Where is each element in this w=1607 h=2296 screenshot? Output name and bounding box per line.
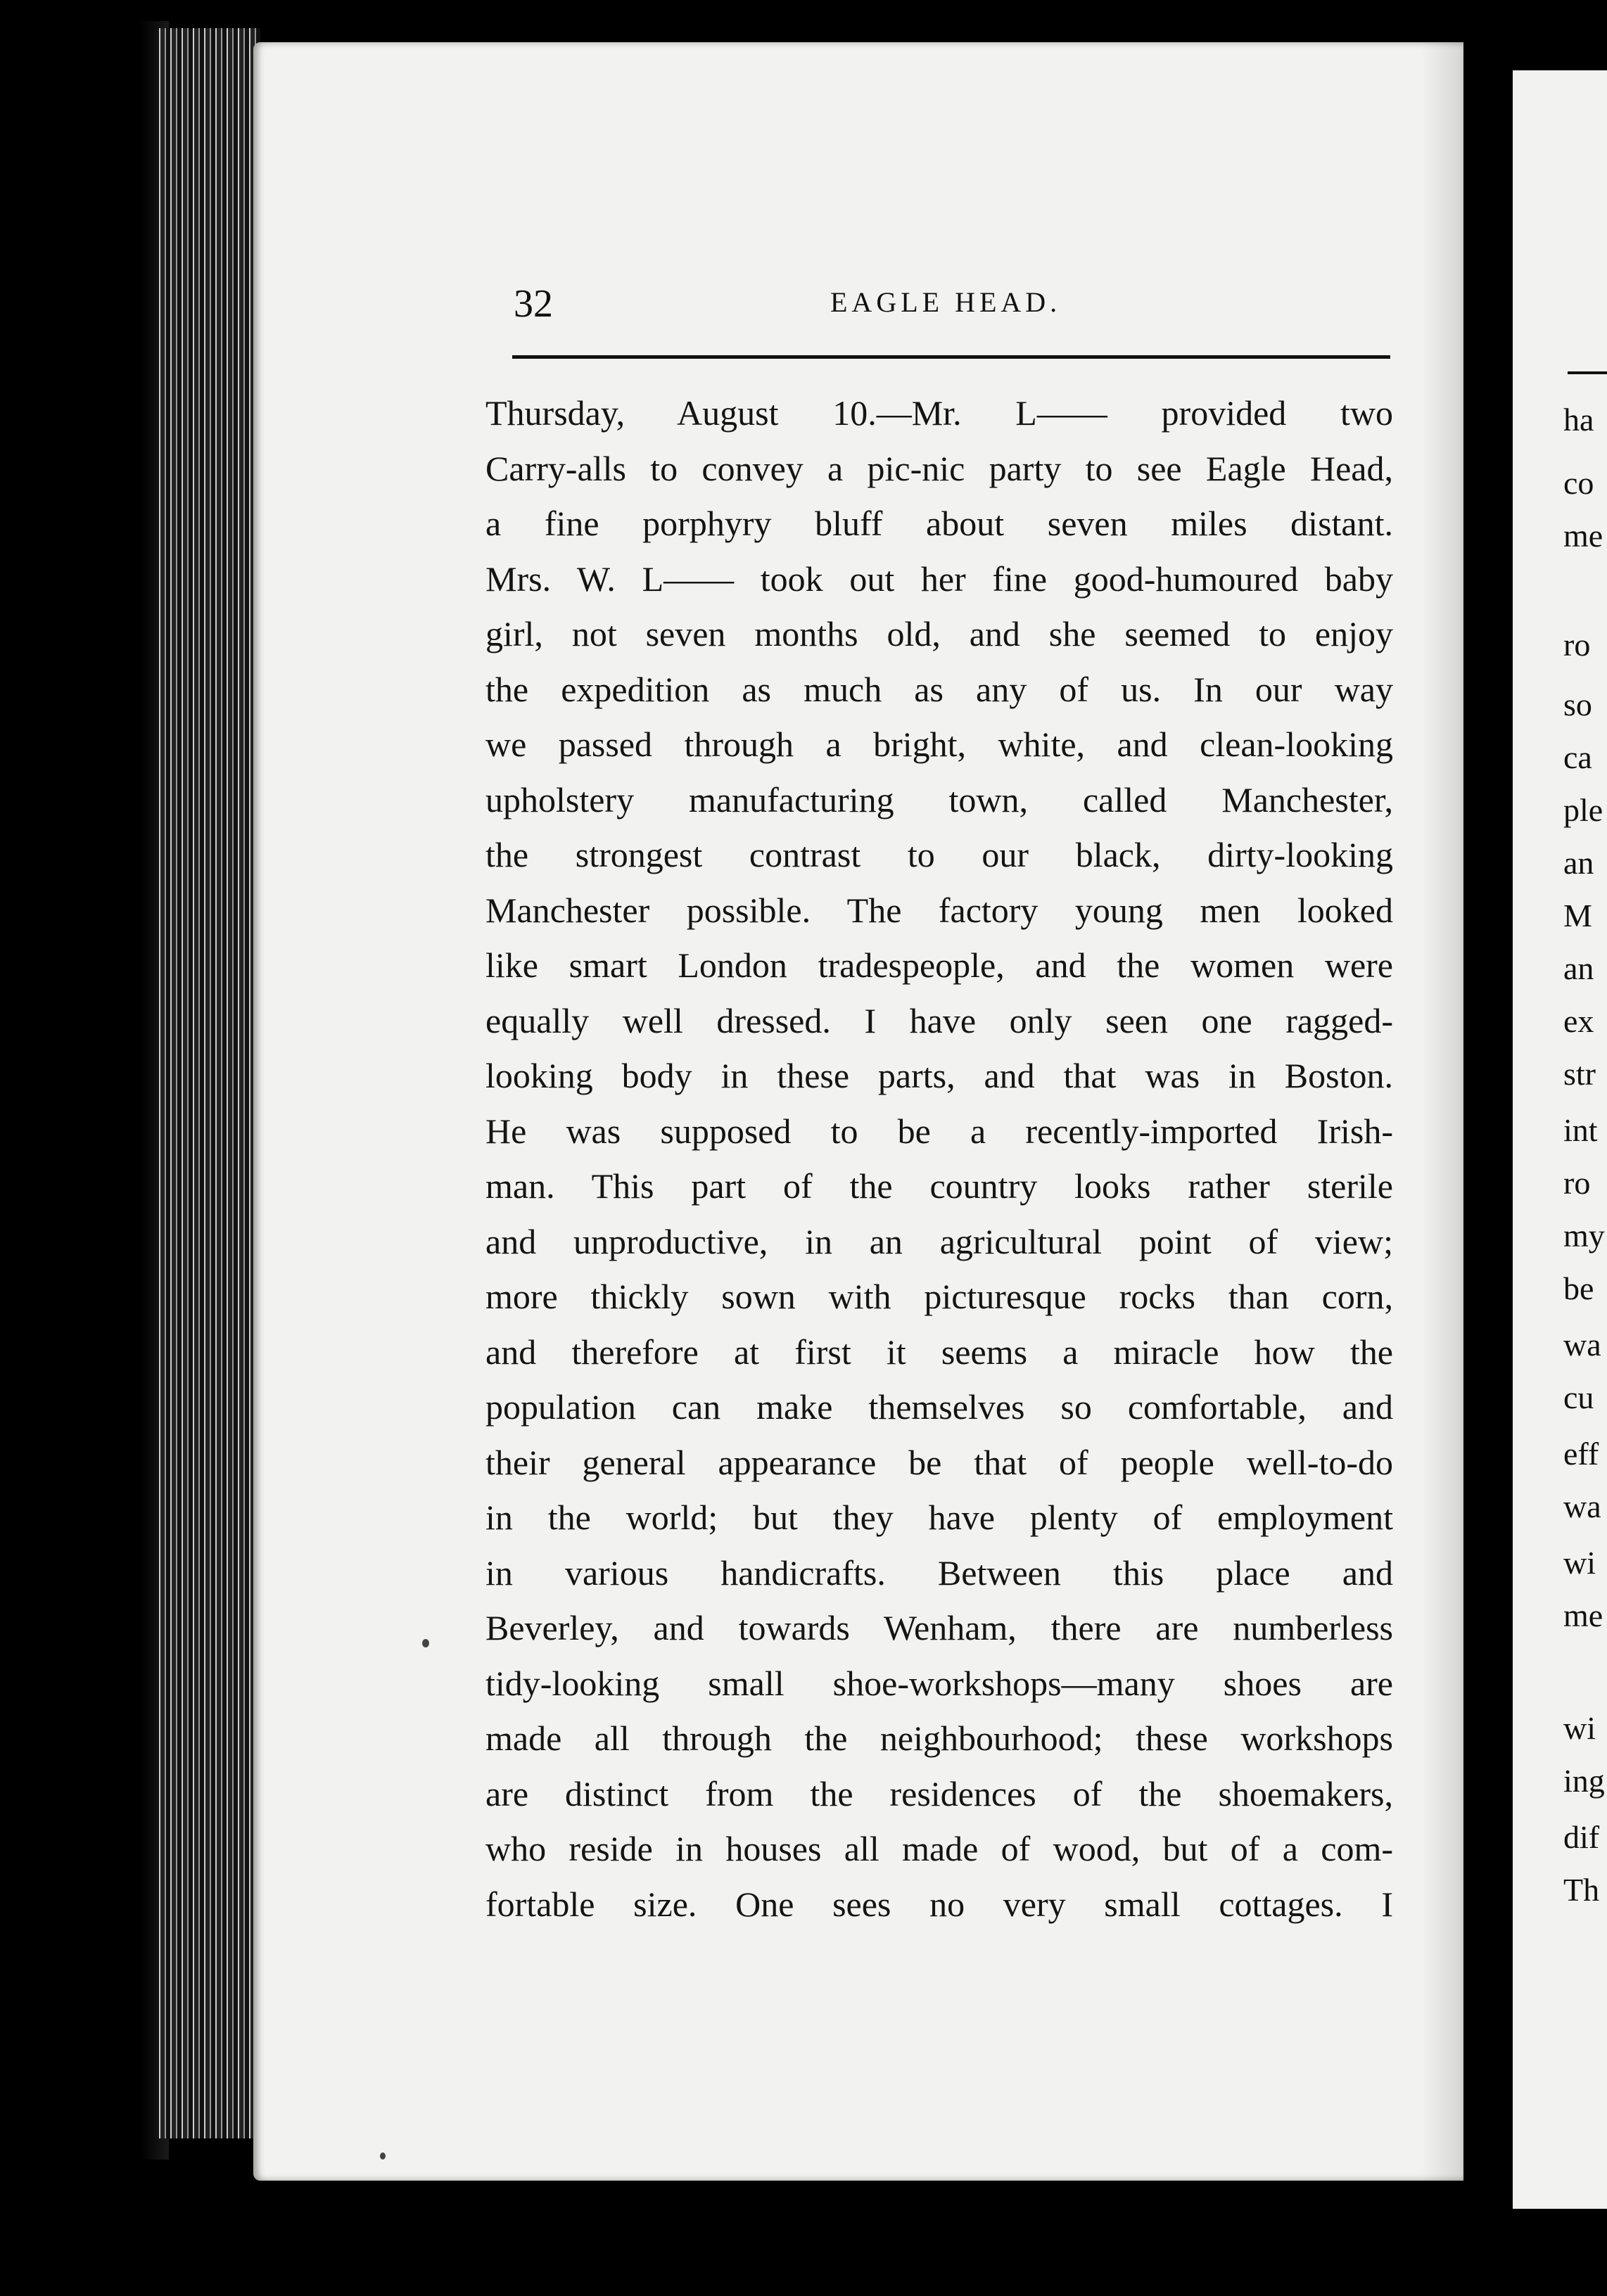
facing-line-fragment: my bbox=[1563, 1218, 1605, 1254]
facing-line-fragment: ro bbox=[1563, 627, 1591, 663]
facing-line-fragment: an bbox=[1563, 950, 1594, 986]
facing-line-fragment: ing bbox=[1563, 1763, 1605, 1799]
text-line: Thursday, August 10.—Mr. L—— provided two bbox=[485, 393, 1393, 433]
text-line: more thickly sown with picturesque rocks than corn, bbox=[485, 1277, 1393, 1316]
facing-line-fragment: ex bbox=[1563, 1003, 1594, 1039]
text-line: the strongest contrast to our black, dirty-looking bbox=[485, 835, 1393, 874]
text-line: we passed through a bright, white, and clean-looking bbox=[485, 725, 1393, 764]
text-line: a fine porphyry bluff about seven miles distant. bbox=[485, 504, 1393, 543]
text-line: Manchester possible. The factory young men looked bbox=[485, 890, 1393, 930]
ink-speck bbox=[380, 2152, 386, 2160]
text-line: girl, not seven months old, and she seemed to enjoy bbox=[485, 614, 1393, 653]
facing-line-fragment: ro bbox=[1563, 1165, 1591, 1201]
text-line: man. This part of the country looks rather sterile bbox=[485, 1166, 1393, 1206]
page-number: 32 bbox=[514, 282, 553, 326]
facing-line-fragment: wa bbox=[1563, 1488, 1601, 1524]
text-line: upholstery manufacturing town, called Manchester, bbox=[485, 779, 1393, 819]
facing-line-fragment: M bbox=[1563, 898, 1592, 933]
facing-line-fragment: cu bbox=[1563, 1379, 1594, 1415]
text-line: equally well dressed. I have only seen one ragged- bbox=[485, 1000, 1393, 1040]
running-head bbox=[514, 281, 1393, 331]
facing-line-fragment: ple bbox=[1563, 792, 1603, 828]
text-line: tidy-looking small shoe-workshops—many shoes are bbox=[485, 1663, 1393, 1703]
page-edges bbox=[155, 28, 260, 2138]
text-line: Carry-alls to convey a pic-nic party to see Eagle Head, bbox=[485, 448, 1393, 488]
text-line: Mrs. W. L—— took out her fine good-humoured baby bbox=[485, 559, 1393, 599]
facing-line-fragment: wa bbox=[1563, 1327, 1601, 1363]
text-line: are distinct from the residences of the shoemakers, bbox=[485, 1773, 1393, 1813]
facing-line-fragment: wi bbox=[1563, 1710, 1596, 1746]
body-text bbox=[485, 385, 1393, 1932]
facing-line-fragment: Th bbox=[1563, 1872, 1600, 1908]
text-line: made all through the neighbourhood; these workshops bbox=[485, 1718, 1393, 1758]
text-line: He was supposed to be a recently-imported Irish- bbox=[485, 1111, 1393, 1151]
facing-line-fragment: co bbox=[1563, 465, 1594, 501]
facing-line-fragment: wi bbox=[1563, 1545, 1596, 1581]
text-line: looking body in these parts, and that was in Boston. bbox=[485, 1056, 1393, 1095]
facing-line-fragment: an bbox=[1563, 845, 1594, 881]
text-line: in the world; but they have plenty of employment bbox=[485, 1498, 1393, 1537]
facing-line-fragment: me bbox=[1563, 1597, 1603, 1633]
text-line: in various handicrafts. Between this place and bbox=[485, 1552, 1393, 1593]
text-line: their general appearance be that of people well-to-do bbox=[485, 1442, 1393, 1482]
facing-line-fragment: str bbox=[1563, 1056, 1596, 1092]
text-line: population can make themselves so comfortable, and bbox=[485, 1387, 1393, 1427]
facing-line-fragment: dif bbox=[1563, 1819, 1600, 1855]
facing-line-fragment: ha bbox=[1563, 402, 1594, 438]
text-line: like smart London tradespeople, and the women were bbox=[485, 945, 1393, 985]
facing-line-fragment: int bbox=[1563, 1112, 1598, 1148]
text-line: and unproductive, in an agricultural point of view; bbox=[485, 1221, 1393, 1261]
text-line: fortable size. One sees no very small cottages. I bbox=[485, 1884, 1393, 1924]
facing-header-rule bbox=[1568, 371, 1607, 374]
facing-line-fragment: so bbox=[1563, 687, 1592, 722]
facing-line-fragment: be bbox=[1563, 1270, 1594, 1306]
header-rule bbox=[512, 355, 1390, 359]
facing-line-fragment: eff bbox=[1563, 1436, 1599, 1472]
text-line: Beverley, and towards Wenham, there are numberless bbox=[485, 1608, 1393, 1647]
page-shade bbox=[1421, 42, 1463, 2181]
running-title: EAGLE HEAD. bbox=[830, 286, 1062, 318]
text-line: who reside in houses all made of wood, but of a com- bbox=[485, 1829, 1393, 1868]
facing-line-fragment: ca bbox=[1563, 739, 1592, 775]
gutter bbox=[1463, 56, 1513, 2209]
text-line: the expedition as much as any of us. In our way bbox=[485, 669, 1393, 709]
text-line: and therefore at first it seems a miracle how the bbox=[485, 1332, 1393, 1372]
facing-line-fragment: me bbox=[1563, 518, 1603, 554]
ink-speck bbox=[422, 1639, 429, 1647]
